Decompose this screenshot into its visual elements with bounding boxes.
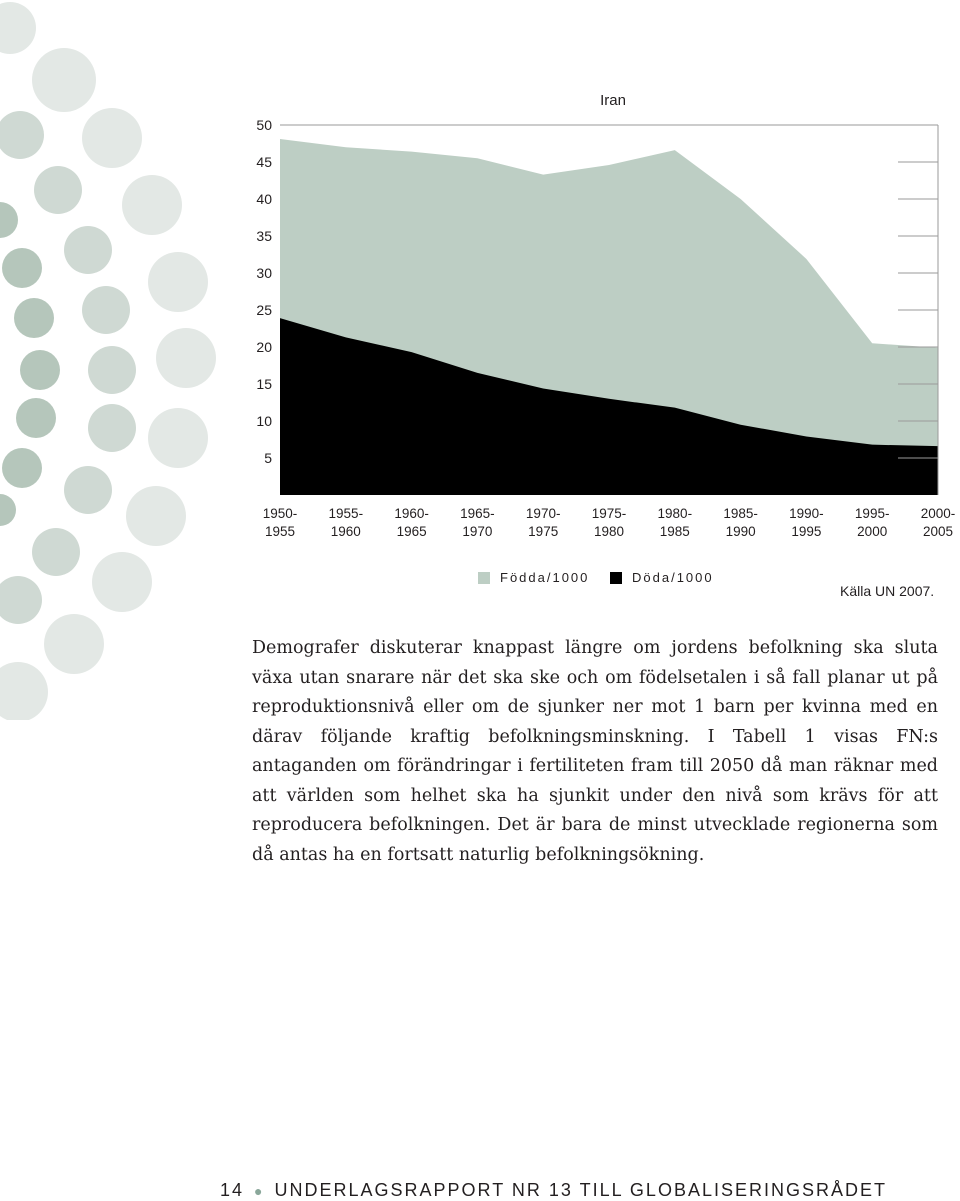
area-chart [240, 80, 960, 560]
bullet-icon: ● [254, 1182, 265, 1199]
decorative-dot [44, 614, 104, 674]
decorative-dot [88, 404, 136, 452]
decorative-dot [82, 286, 130, 334]
decorative-dot [32, 48, 96, 112]
chart-container [240, 80, 960, 640]
decorative-dot [122, 175, 182, 235]
decorative-dot [0, 2, 36, 54]
y-tick-label-20: 20 [256, 339, 272, 355]
legend-item-doda [610, 570, 714, 585]
legend-swatch-doda [610, 572, 622, 584]
decorative-dot [2, 448, 42, 488]
legend-item-fodda [478, 570, 589, 585]
decorative-dot [82, 108, 142, 168]
footer-title: UNDERLAGSRAPPORT NR 13 TILL GLOBALISERINGSRÅDET [274, 1180, 887, 1200]
legend-label-doda: Döda/1000 [632, 570, 714, 585]
y-tick-label-45: 45 [256, 154, 272, 170]
decorative-dot [0, 202, 18, 238]
x-tick-label-1960-1965: 1960-1965 [394, 506, 429, 539]
y-tick-label-50: 50 [256, 117, 272, 133]
y-tick-label-30: 30 [256, 265, 272, 281]
x-tick-label-1965-1970: 1965-1970 [460, 506, 495, 539]
decorative-dot [34, 166, 82, 214]
decorative-dot-pattern [0, 0, 230, 720]
decorative-dot [64, 466, 112, 514]
x-tick-label-1985-1990: 1985-1990 [723, 506, 758, 539]
page-footer [220, 1180, 887, 1201]
page-number: 14 [220, 1180, 245, 1200]
legend-swatch-fodda [478, 572, 490, 584]
chart-title: Iran [600, 92, 626, 109]
y-tick-label-35: 35 [256, 228, 272, 244]
decorative-dot [0, 494, 16, 526]
y-tick-label-5: 5 [264, 450, 272, 466]
x-tick-label-1980-1985: 1980-1985 [657, 506, 693, 539]
decorative-dot [126, 486, 186, 546]
decorative-dot [88, 346, 136, 394]
x-tick-label-1950-1955: 1950-1955 [262, 506, 298, 539]
decorative-dot [148, 252, 208, 312]
x-tick-label-1955-1960: 1955-1960 [328, 506, 364, 539]
decorative-dot [32, 528, 80, 576]
x-tick-label-1975-1980: 1975-1980 [591, 506, 627, 539]
decorative-dot [0, 576, 42, 624]
x-tick-label-1990-1995: 1990-1995 [789, 506, 824, 539]
y-tick-label-15: 15 [256, 376, 272, 392]
body-paragraph: Demografer diskuterar knappast längre om jordens befolkning ska sluta växa utan snarare när det ska ske och om födelsetalen i så fall planar ut på reproduktionsnivå eller om de sjunker ner mot 1 barn per kvinna med en därav följande kraftig befolkningsminskning. I Tabell 1 visas FN:s antaganden om förändringar i fertiliteten fram till 2050 då man räknar med att världen som helhet ska ha sjunkit under den nivå som krävs för att reproducera befolkningen. Det är bara de minst utvecklade regionerna som då antas ha en fortsatt naturlig befolkningsökning. [252, 638, 938, 865]
decorative-dot [64, 226, 112, 274]
y-tick-label-40: 40 [256, 191, 272, 207]
source-note: Källa UN 2007. [840, 583, 935, 599]
decorative-dot [14, 298, 54, 338]
decorative-dot [148, 408, 208, 468]
x-tick-label-1995-2000: 1995-2000 [854, 506, 890, 539]
decorative-dot [0, 111, 44, 159]
decorative-dot [156, 328, 216, 388]
x-tick-label-2000-2005: 2000-2005 [920, 506, 956, 539]
x-tick-label-1970-1975: 1970-1975 [525, 506, 561, 539]
decorative-dot [2, 248, 42, 288]
decorative-dot [20, 350, 60, 390]
decorative-dot [16, 398, 56, 438]
y-tick-label-25: 25 [256, 302, 272, 318]
legend-label-fodda: Födda/1000 [500, 570, 590, 585]
decorative-dot [92, 552, 152, 612]
decorative-dot [0, 662, 48, 720]
y-tick-label-10: 10 [256, 413, 272, 429]
